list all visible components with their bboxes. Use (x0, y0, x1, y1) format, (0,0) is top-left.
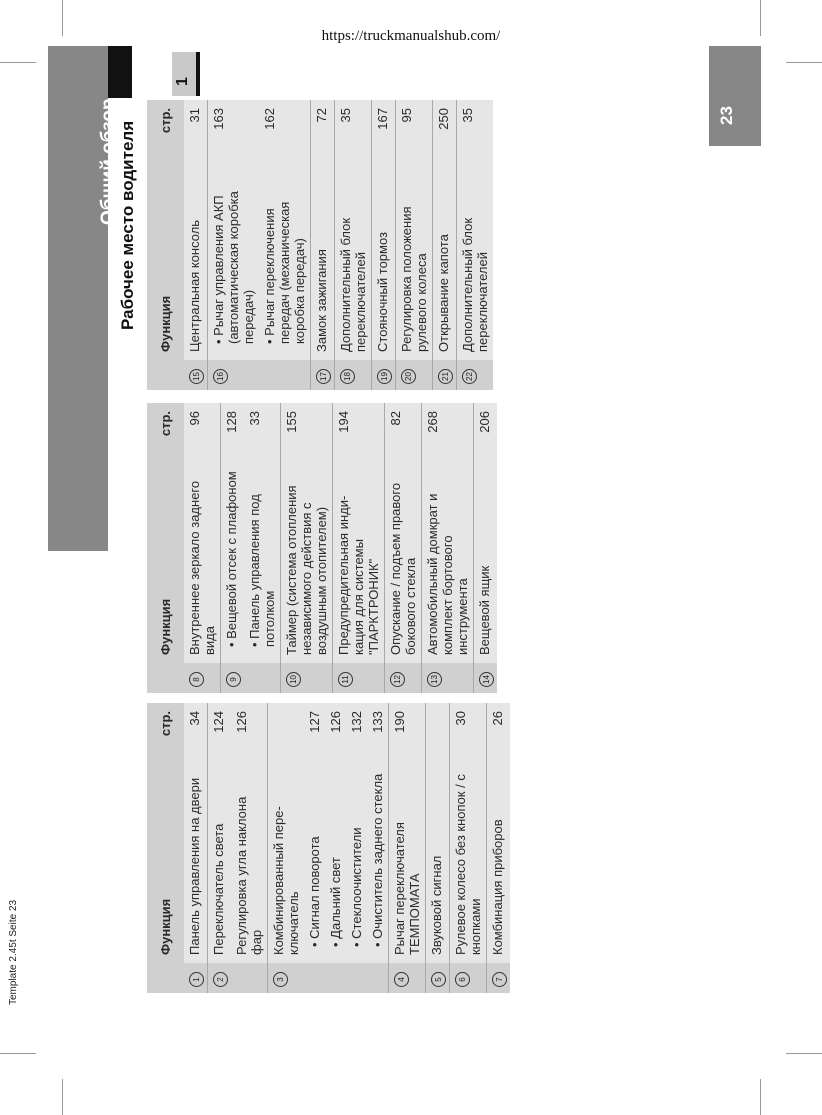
table-row (335, 100, 372, 390)
function-name (325, 763, 346, 963)
function-text: • Дальний свет (328, 857, 343, 947)
item-number-badge: 9 (226, 672, 241, 687)
table-row (367, 703, 389, 993)
function-text: • Рычаг управления АКП (автоматическая коробка передач) (211, 191, 256, 344)
function-text: • Сигнал поворота (307, 836, 322, 947)
page-reference[interactable]: 163 (208, 100, 260, 160)
function-text: Комбинация приборов (490, 819, 505, 955)
item-number (221, 663, 245, 693)
function-name (396, 160, 433, 360)
page-reference[interactable]: 95 (396, 100, 433, 160)
page-reference[interactable] (426, 703, 450, 763)
table-row (396, 100, 433, 390)
page-reference[interactable]: 126 (231, 703, 268, 763)
function-text: Дополнительный блок переключателей (460, 217, 490, 352)
function-name (221, 463, 245, 663)
function-name (422, 463, 474, 663)
function-text: • Панель управления под потолком (247, 494, 277, 647)
function-name (335, 160, 372, 360)
page-reference[interactable]: 132 (346, 703, 367, 763)
page-reference[interactable]: 35 (457, 100, 494, 160)
item-number-badge: 19 (377, 369, 392, 384)
table-row (304, 703, 325, 993)
column-number (147, 963, 184, 993)
function-table-1 (147, 703, 510, 993)
item-number-badge: 14 (479, 672, 494, 687)
item-number (367, 963, 389, 993)
page-reference[interactable] (268, 703, 305, 763)
table-row (244, 403, 281, 693)
item-number-badge: 22 (462, 369, 477, 384)
function-text: Таймер (система отопления независимого действия с воздушным отопителем) (284, 485, 329, 655)
page-reference[interactable]: 162 (259, 100, 311, 160)
table-row (487, 703, 511, 993)
function-name (281, 463, 333, 663)
table-row (426, 703, 450, 993)
column-number (147, 663, 184, 693)
function-text: • Рычаг переключения передач (механическая коробка передач) (262, 202, 307, 344)
function-text: Центральная консоль (187, 219, 202, 352)
table-row (457, 100, 494, 390)
item-number (244, 663, 281, 693)
page-reference[interactable]: 31 (184, 100, 208, 160)
page-reference[interactable]: 167 (372, 100, 396, 160)
function-name (184, 463, 221, 663)
table-row (346, 703, 367, 993)
function-text: Стояночный тормоз (375, 231, 390, 352)
page-reference[interactable]: 33 (244, 403, 281, 463)
page-reference[interactable]: 190 (389, 703, 426, 763)
table-row (385, 403, 422, 693)
function-name (184, 160, 208, 360)
item-number-badge: 21 (438, 369, 453, 384)
table-row (184, 100, 208, 390)
page-reference[interactable]: 96 (184, 403, 221, 463)
item-number (396, 360, 433, 390)
item-number (474, 663, 498, 693)
item-number-badge: 8 (189, 672, 204, 687)
item-number (487, 963, 511, 993)
function-name (268, 763, 305, 963)
table-row (474, 403, 498, 693)
function-name (208, 160, 260, 360)
function-text: Комбинированный переключатель (271, 806, 301, 955)
function-text: Рычаг переключателя ТЕМПОМАТА (392, 822, 422, 955)
function-text: Предупредительная индикация для системы "ПАРКТРОНИК" (336, 495, 381, 655)
function-name (385, 463, 422, 663)
template-info: Template 2.45t Seite 23 (8, 899, 19, 1005)
item-number (268, 963, 305, 993)
page-reference[interactable]: 194 (333, 403, 385, 463)
item-number (433, 360, 457, 390)
function-text: Опускание / подъем правого бокового стекла (388, 482, 418, 655)
page-reference[interactable]: 155 (281, 403, 333, 463)
function-name (346, 763, 367, 963)
table-row (281, 403, 333, 693)
item-number-badge: 20 (401, 369, 416, 384)
page-number: 23 (717, 106, 736, 125)
source-url[interactable]: https://truckmanualshub.com/ (321, 28, 501, 44)
item-number (325, 963, 346, 993)
function-name (450, 763, 487, 963)
function-text: Автомобильный домкрат и комплект бортового инструмента (425, 493, 470, 655)
page-reference[interactable]: 268 (422, 403, 474, 463)
function-text: Звуковой сигнал (429, 855, 444, 955)
function-text: Панель управления на двери (187, 777, 202, 955)
table-row (208, 703, 232, 993)
function-name (426, 763, 450, 963)
item-number (346, 963, 367, 993)
item-number-badge: 16 (213, 369, 228, 384)
function-name (487, 763, 511, 963)
item-number-badge: 1 (189, 972, 204, 987)
function-name (389, 763, 426, 963)
item-number-badge: 12 (390, 672, 405, 687)
table-row (450, 703, 487, 993)
column-function: Функция (147, 763, 184, 963)
item-number (259, 360, 311, 390)
function-name (372, 160, 396, 360)
table-row (333, 403, 385, 693)
function-name (433, 160, 457, 360)
page-reference[interactable]: 127 (304, 703, 325, 763)
function-text: Регулировка положения рулевого колеса (399, 206, 429, 352)
column-function: Функция (147, 160, 184, 360)
page-reference[interactable]: 133 (367, 703, 389, 763)
item-number (372, 360, 396, 390)
item-number (335, 360, 372, 390)
function-name (244, 463, 281, 663)
function-name (184, 763, 208, 963)
table-row (184, 403, 221, 693)
function-name (231, 763, 268, 963)
item-number-badge: 6 (455, 972, 470, 987)
item-number (208, 963, 232, 993)
table-row (325, 703, 346, 993)
table-row (422, 403, 474, 693)
function-name (311, 160, 335, 360)
item-number (208, 360, 260, 390)
table-row (372, 100, 396, 390)
page-reference[interactable]: 30 (450, 703, 487, 763)
item-number-badge: 18 (340, 369, 355, 384)
function-table-2 (147, 403, 497, 693)
function-text: • Очиститель заднего стекла (370, 774, 385, 947)
table-row (311, 100, 335, 390)
function-name (474, 463, 498, 663)
section-title: Общий обзор (98, 98, 119, 225)
item-number-badge: 17 (316, 369, 331, 384)
function-name (208, 763, 232, 963)
item-number-badge: 5 (431, 972, 446, 987)
page-subtitle: Рабочее место водителя (118, 120, 137, 330)
function-text: Рулевое колесо без кнопок / с кнопками (453, 774, 483, 955)
table-row (221, 403, 245, 693)
item-number-badge: 15 (189, 369, 204, 384)
function-name (367, 763, 389, 963)
function-table-3 (147, 100, 493, 390)
item-number (385, 663, 422, 693)
item-number-badge: 2 (213, 972, 228, 987)
function-name (259, 160, 311, 360)
item-number (457, 360, 494, 390)
item-number-badge: 7 (492, 972, 507, 987)
function-text: • Стеклоочистители (349, 827, 364, 947)
column-number (147, 360, 184, 390)
chapter-number: 1 (174, 77, 191, 86)
item-number (184, 963, 208, 993)
page-reference[interactable]: 124 (208, 703, 232, 763)
page-reference[interactable]: 26 (487, 703, 511, 763)
column-page: стр. (147, 703, 184, 763)
table-row (184, 703, 208, 993)
function-text: Переключатель света (211, 823, 226, 955)
table-row (389, 703, 426, 993)
item-number (450, 963, 487, 993)
page-reference[interactable]: 35 (335, 100, 372, 160)
column-page: стр. (147, 403, 184, 463)
page-reference[interactable]: 126 (325, 703, 346, 763)
item-number (422, 663, 474, 693)
function-text: Замок зажигания (314, 249, 329, 352)
function-text: Дополнительный блок переключателей (338, 217, 368, 352)
function-name (333, 463, 385, 663)
column-page: стр. (147, 100, 184, 160)
table-row (259, 100, 311, 390)
page-reference[interactable]: 128 (221, 403, 245, 463)
page-reference[interactable]: 206 (474, 403, 498, 463)
item-number-badge: 13 (427, 672, 442, 687)
page-reference[interactable]: 34 (184, 703, 208, 763)
item-number-badge: 3 (273, 972, 288, 987)
function-text: • Вещевой отсек с плафоном (224, 471, 239, 647)
page-reference[interactable]: 82 (385, 403, 422, 463)
function-text: Внутреннее зеркало заднего вида (187, 480, 217, 655)
item-number (311, 360, 335, 390)
item-number (281, 663, 333, 693)
page-reference[interactable]: 72 (311, 100, 335, 160)
item-number (426, 963, 450, 993)
item-number (231, 963, 268, 993)
function-name (457, 160, 494, 360)
item-number (389, 963, 426, 993)
table-row (268, 703, 305, 993)
table-row (433, 100, 457, 390)
table-row (208, 100, 260, 390)
item-number (184, 360, 208, 390)
column-function: Функция (147, 463, 184, 663)
item-number-badge: 11 (338, 672, 353, 687)
item-number (304, 963, 325, 993)
table-row (231, 703, 268, 993)
item-number-badge: 10 (286, 672, 301, 687)
function-name (304, 763, 325, 963)
function-text: Открывание капота (436, 234, 451, 352)
item-number (333, 663, 385, 693)
function-text: Вещевой ящик (477, 565, 492, 655)
item-number-badge: 4 (394, 972, 409, 987)
page-reference[interactable]: 250 (433, 100, 457, 160)
function-text: Регулировка угла наклона фар (234, 796, 264, 955)
item-number (184, 663, 221, 693)
